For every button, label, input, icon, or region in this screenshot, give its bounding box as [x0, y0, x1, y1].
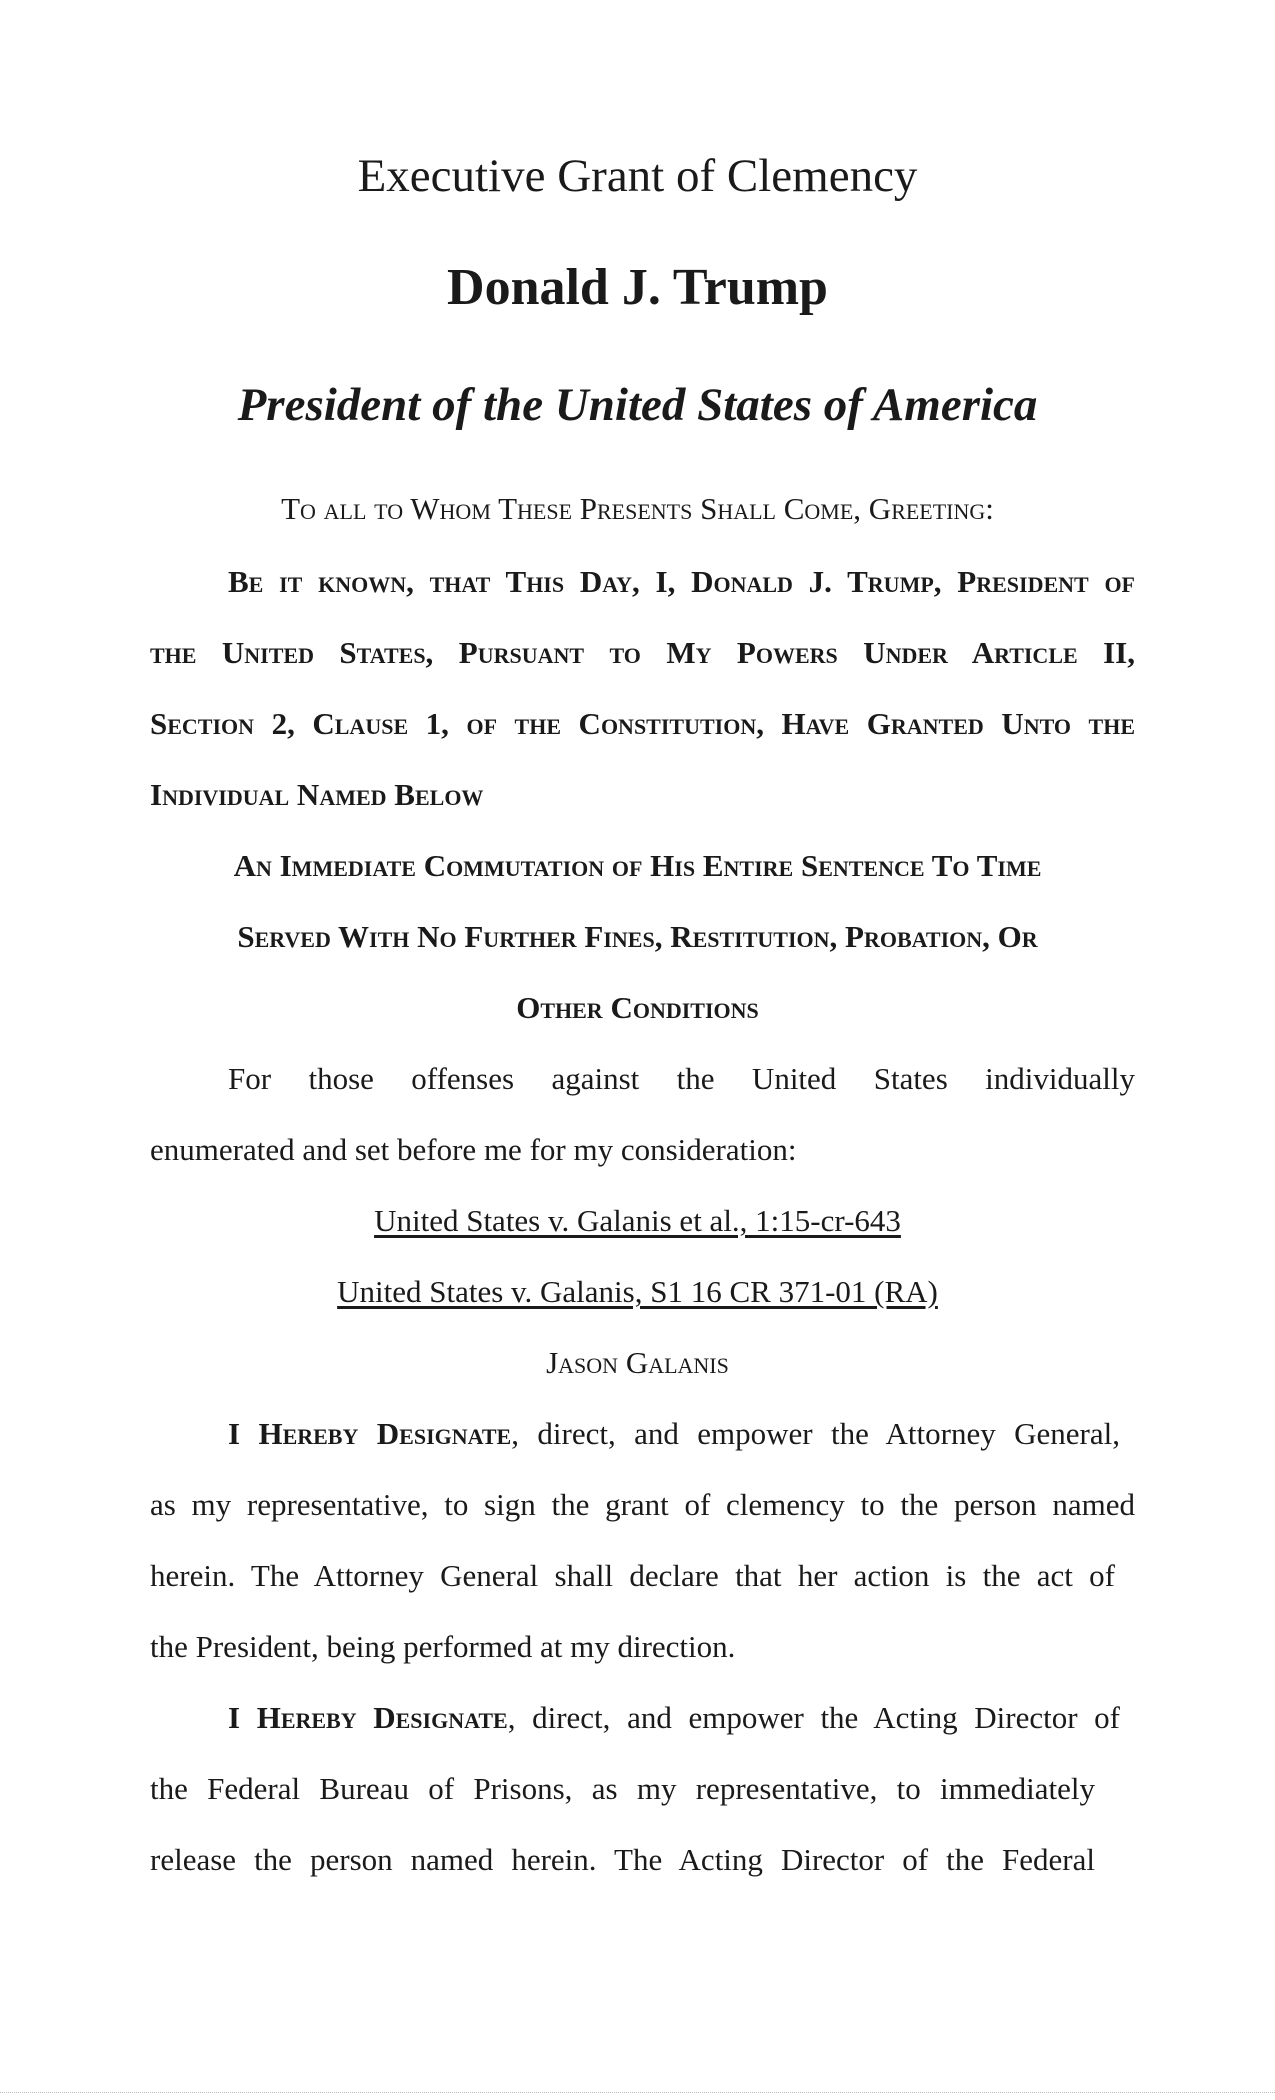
designation-bop-first-rest: , direct, and empower the Acting Director of	[507, 1700, 1120, 1735]
recipient-name: Jason Galanis	[546, 1345, 729, 1380]
case-citation-1-text: United States v. Galanis et al., 1:15-cr-643	[374, 1203, 901, 1238]
designation-bop-line-3: release the person named herein. The Acting Director of the Federal	[150, 1842, 1095, 1877]
designation-ag-line-3: herein. The Attorney General shall declare that her action is the act of	[150, 1558, 1115, 1593]
proclamation-line-1: Be it known, that This Day, I, Donald J. Trump, President of	[228, 564, 1135, 599]
president-title: President of the United States of America	[237, 379, 1038, 431]
designation-ag-first-rest: , direct, and empower the Attorney General,	[511, 1416, 1120, 1451]
designation-ag-line-1	[228, 1414, 1120, 1454]
commutation-line-3: Other Conditions	[516, 990, 759, 1025]
designation-bop-line-1	[228, 1698, 1120, 1738]
offenses-intro-line-1: For those offenses against the United States individually	[228, 1061, 1135, 1096]
president-name: Donald J. Trump	[447, 259, 828, 316]
greeting-line: To all to Whom These Presents Shall Come, Greeting:	[281, 491, 994, 526]
proclamation-line-4: Individual Named Below	[150, 777, 484, 812]
designation-bop-lead: I Hereby Designate	[228, 1700, 508, 1735]
commutation-line-1: An Immediate Commutation of His Entire Sentence To Time	[233, 848, 1042, 883]
designation-ag-lead: I Hereby Designate	[228, 1416, 512, 1451]
scan-edge-rule	[0, 2092, 1275, 2093]
designation-ag-line-4: the President, being performed at my direction.	[150, 1629, 736, 1664]
offenses-intro-line-2: enumerated and set before me for my consideration:	[150, 1132, 797, 1167]
designation-bop-line-2: the Federal Bureau of Prisons, as my representative, to immediately	[150, 1771, 1095, 1806]
document-title: Executive Grant of Clemency	[357, 150, 918, 202]
case-citation-1	[0, 1201, 1275, 1241]
designation-ag-line-2: as my representative, to sign the grant of clemency to the person named	[150, 1487, 1135, 1522]
proclamation-line-3: Section 2, Clause 1, of the Constitution, Have Granted Unto the	[150, 706, 1135, 741]
case-citation-2	[0, 1272, 1275, 1312]
proclamation-line-2: the United States, Pursuant to My Powers Under Article II,	[150, 635, 1135, 670]
commutation-line-2: Served With No Further Fines, Restitution, Probation, Or	[237, 919, 1038, 954]
case-citation-2-text: United States v. Galanis, S1 16 CR 371-01 (RA)	[337, 1274, 938, 1309]
